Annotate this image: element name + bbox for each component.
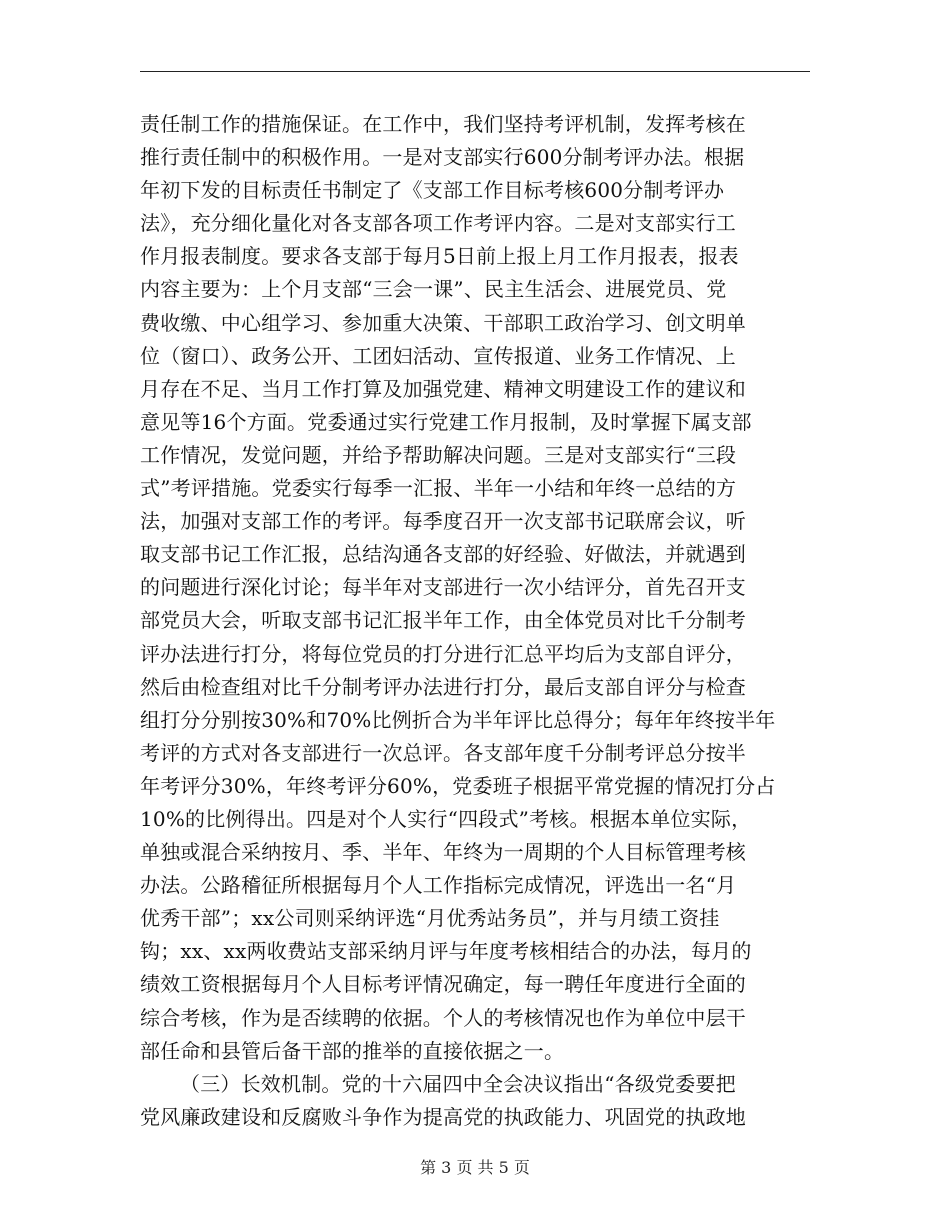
text-line: 部党员大会，听取支部书记汇报半年工作，由全体党员对比千分制考 bbox=[140, 608, 746, 633]
text-line: 的问题进行深化讨论；每半年对支部进行一次小结评分，首先召开支 bbox=[140, 575, 746, 600]
text-line: 式”考评措施。党委实行每季一汇报、半年一小结和年终一总结的方 bbox=[140, 476, 737, 501]
text-line: 责任制工作的措施保证。在工作中，我们坚持考评机制，发挥考核在 bbox=[140, 112, 746, 136]
text-line: 党风廉政建设和反腐败斗争作为提高党的执政能力、巩固党的执政地 bbox=[140, 1104, 746, 1129]
text-line: 组打分分别按30%和70%比例折合为半年评比总得分；每年年终按半年 bbox=[140, 707, 776, 732]
text-line: 年考评分30%，年终考评分60%，党委班子根据平常党握的情况打分占 bbox=[140, 773, 776, 798]
text-line: 取支部书记工作汇报，总结沟通各支部的好经验、好做法，并就遇到 bbox=[140, 542, 746, 567]
text-line: 10%的比例得出。四是对个人实行“四段式”考核。根据本单位实际， bbox=[140, 806, 752, 831]
text-line: 位（窗口）、政务公开、工团妇活动、宣传报道、业务工作情况、上 bbox=[140, 343, 736, 368]
text-line: 工作情况，发觉问题，并给予帮助解决问题。三是对支部实行“三段 bbox=[140, 442, 737, 467]
text-line: 法》，充分细化量化对各支部各项工作考评内容。二是对支部实行工 bbox=[140, 211, 736, 236]
text-line: 推行责任制中的积极作用。一是对支部实行600分制考评办法。根据 bbox=[140, 145, 745, 170]
text-line: 作月报表制度。要求各支部于每月5日前上报上月工作月报表，报表 bbox=[140, 244, 739, 269]
text-line: 内容主要为：上个月支部“三会一课”、民主生活会、进展党员、党 bbox=[140, 277, 727, 302]
text-line: 综合考核，作为是否续聘的依据。个人的考核情况也作为单位中层干 bbox=[140, 1005, 746, 1030]
text-line: 意见等16个方面。党委通过实行党建工作月报制，及时掌握下属支部 bbox=[140, 409, 752, 434]
text-line: 法，加强对支部工作的考评。每季度召开一次支部书记联席会议，听 bbox=[140, 509, 746, 534]
page-number: 第 3 页 共 5 页 bbox=[420, 1158, 530, 1177]
text-line: 优秀干部”；xx公司则采纳评选“月优秀站务员”，并与月绩工资挂 bbox=[140, 906, 720, 931]
text-line: 评办法进行打分，将每位党员的打分进行汇总平均后为支部自评分， bbox=[140, 641, 746, 666]
text-line: 考评的方式对各支部进行一次总评。各支部年度千分制考评总分按半 bbox=[140, 740, 746, 765]
text-line: 绩效工资根据每月个人目标考评情况确定，每一聘任年度进行全面的 bbox=[140, 972, 746, 997]
header-rule bbox=[140, 71, 810, 72]
text-line: 月存在不足、当月工作打算及加强党建、精神文明建设工作的建议和 bbox=[140, 376, 746, 401]
text-line: 办法。公路稽征所根据每月个人工作指标完成情况，评选出一名“月 bbox=[140, 873, 737, 898]
section-heading-line: （三）长效机制。党的十六届四中全会决议指出“各级党委要把 bbox=[180, 1071, 736, 1096]
text-line: 年初下发的目标责任书制定了《支部工作目标考核600分制考评办 bbox=[140, 178, 725, 203]
body-text bbox=[140, 108, 810, 1134]
text-line: 费收缴、中心组学习、参加重大决策、干部职工政治学习、创文明单 bbox=[140, 310, 746, 335]
text-line: 然后由检查组对比千分制考评办法进行打分，最后支部自评分与检查 bbox=[140, 674, 746, 699]
text-line: 单独或混合采纳按月、季、半年、年终为一周期的个人目标管理考核 bbox=[140, 840, 746, 865]
text-line: 部任命和县管后备干部的推举的直接依据之一。 bbox=[140, 1038, 565, 1063]
text-line: 钩；xx、xx两收费站支部采纳月评与年度考核相结合的办法，每月的 bbox=[140, 939, 752, 964]
